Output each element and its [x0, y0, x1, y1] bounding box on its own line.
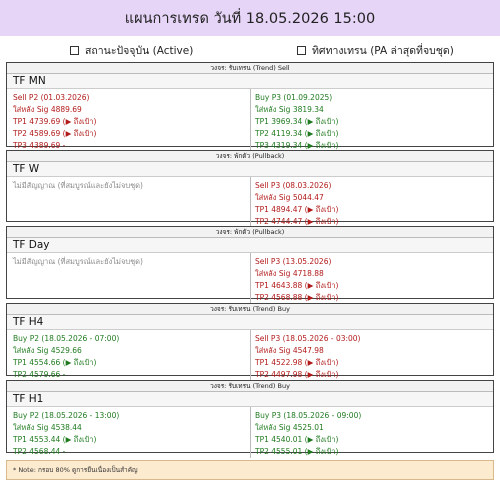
signal-line: TP1 4894.47 (▶ ถึงเป้า)	[255, 205, 339, 215]
footer-note	[6, 460, 494, 480]
trend-column	[250, 89, 493, 152]
signal-line: TP2 4119.34 (▶ ถึงเป้า)	[255, 129, 339, 139]
signal-line: ใส่หลัง Sig 4718.88	[255, 269, 324, 279]
signal-line: Buy P3 (18.05.2026 - 09:00)	[255, 411, 362, 420]
panel-columns	[7, 407, 493, 458]
timeframe-panel	[6, 303, 494, 380]
signal-line: TP2 4497.98 (▶ ถึงเป้า)	[255, 370, 339, 380]
panel-columns	[7, 330, 493, 381]
timeframe-panel	[6, 150, 494, 227]
panel-columns	[7, 177, 493, 228]
signal-line: Sell P2 (01.03.2026)	[13, 93, 90, 102]
trend-checkbox[interactable]	[297, 46, 306, 55]
signal-line: Buy P3 (01.09.2025)	[255, 93, 333, 102]
page-header	[0, 0, 500, 36]
signal-line: TP1 4643.88 (▶ ถึงเป้า)	[255, 281, 339, 291]
signal-line: Sell P3 (13.05.2026)	[255, 257, 332, 266]
signal-line: TP1 3969.34 (▶ ถึงเป้า)	[255, 117, 339, 127]
signal-line: TP1 4554.66 (▶ ถึงเป้า)	[13, 358, 97, 368]
signal-line: TP3 4389.69 -	[13, 141, 66, 151]
legend-trend-label: ทิศทางเทรน (PA ล่าสุดที่จบชุด)	[312, 45, 454, 57]
timeframe-panel	[6, 62, 494, 151]
note-text: * Note: กรอบ 80% ดูการยืนเนื่องเป็นสำคัญ	[13, 466, 138, 474]
legend-active[interactable]	[70, 42, 193, 59]
panel-timeframe-name: TF W	[7, 162, 493, 177]
active-column	[7, 177, 250, 228]
signal-line: TP2 4568.44 -	[13, 447, 66, 457]
trend-column	[250, 177, 493, 228]
signal-line: TP1 4739.69 (▶ ถึงเป้า)	[13, 117, 97, 127]
panel-columns	[7, 89, 493, 152]
panel-cycle-label: วงจร: รับเทรน (Trend) Buy	[7, 304, 493, 315]
signal-line: ใส่หลัง Sig 4538.44	[13, 423, 82, 433]
panel-cycle-label: วงจร: รับเทรน (Trend) Sell	[7, 63, 493, 74]
panel-timeframe-name: TF MN	[7, 74, 493, 89]
panel-timeframe-name: TF Day	[7, 238, 493, 253]
signal-line: ใส่หลัง Sig 4547.98	[255, 346, 324, 356]
panel-cycle-label: วงจร: รับเทรน (Trend) Buy	[7, 381, 493, 392]
panel-timeframe-name: TF H1	[7, 392, 493, 407]
signal-line: Buy P2 (18.05.2026 - 13:00)	[13, 411, 120, 420]
signal-line: TP2 4568.88 (▶ ถึงเป้า)	[255, 293, 339, 303]
panel-cycle-label: วงจร: พักตัว (Pullback)	[7, 227, 493, 238]
active-column	[7, 89, 250, 152]
panel-columns	[7, 253, 493, 304]
signal-line: Buy P2 (18.05.2026 - 07:00)	[13, 334, 120, 343]
signal-line: TP1 4553.44 (▶ ถึงเป้า)	[13, 435, 97, 445]
signal-line: ใส่หลัง Sig 4889.69	[13, 105, 82, 115]
panel-timeframe-name: TF H4	[7, 315, 493, 330]
signal-line: TP2 4555.01 (▶ ถึงเป้า)	[255, 447, 339, 457]
signal-line: TP2 4589.69 (▶ ถึงเป้า)	[13, 129, 97, 139]
legend	[0, 42, 500, 58]
signal-line: ใส่หลัง Sig 4525.01	[255, 423, 324, 433]
signal-line: ใส่หลัง Sig 5044.47	[255, 193, 324, 203]
active-column	[7, 407, 250, 458]
active-column	[7, 253, 250, 304]
signal-line: ไม่มีสัญญาณ (ที่สมบูรณ์และยังไม่จบชุด)	[13, 181, 143, 190]
active-checkbox[interactable]	[70, 46, 79, 55]
signal-line: TP2 4579.66 -	[13, 370, 66, 380]
trend-column	[250, 253, 493, 304]
signal-line: TP3 4319.34 (▶ ถึงเป้า)	[255, 141, 339, 151]
signal-line: ไม่มีสัญญาณ (ที่สมบูรณ์และยังไม่จบชุด)	[13, 257, 143, 266]
signal-line: Sell P3 (08.03.2026)	[255, 181, 332, 190]
signal-line: TP1 4540.01 (▶ ถึงเป้า)	[255, 435, 339, 445]
page-title: แผนการเทรด วันที่ 18.05.2026 15:00	[124, 10, 376, 27]
trend-column	[250, 407, 493, 458]
panel-cycle-label: วงจร: พักตัว (Pullback)	[7, 151, 493, 162]
signal-line: TP1 4522.98 (▶ ถึงเป้า)	[255, 358, 339, 368]
legend-trend[interactable]	[297, 42, 454, 59]
legend-active-label: สถานะปัจจุบัน (Active)	[85, 45, 194, 57]
signal-line: ใส่หลัง Sig 3819.34	[255, 105, 324, 115]
timeframe-panel	[6, 226, 494, 303]
active-column	[7, 330, 250, 381]
trend-column	[250, 330, 493, 381]
signal-line: Sell P3 (18.05.2026 - 03:00)	[255, 334, 361, 343]
timeframe-panel	[6, 380, 494, 457]
signal-line: ใส่หลัง Sig 4529.66	[13, 346, 82, 356]
signal-line: TP2 4744.47 (▶ ถึงเป้า)	[255, 217, 339, 227]
